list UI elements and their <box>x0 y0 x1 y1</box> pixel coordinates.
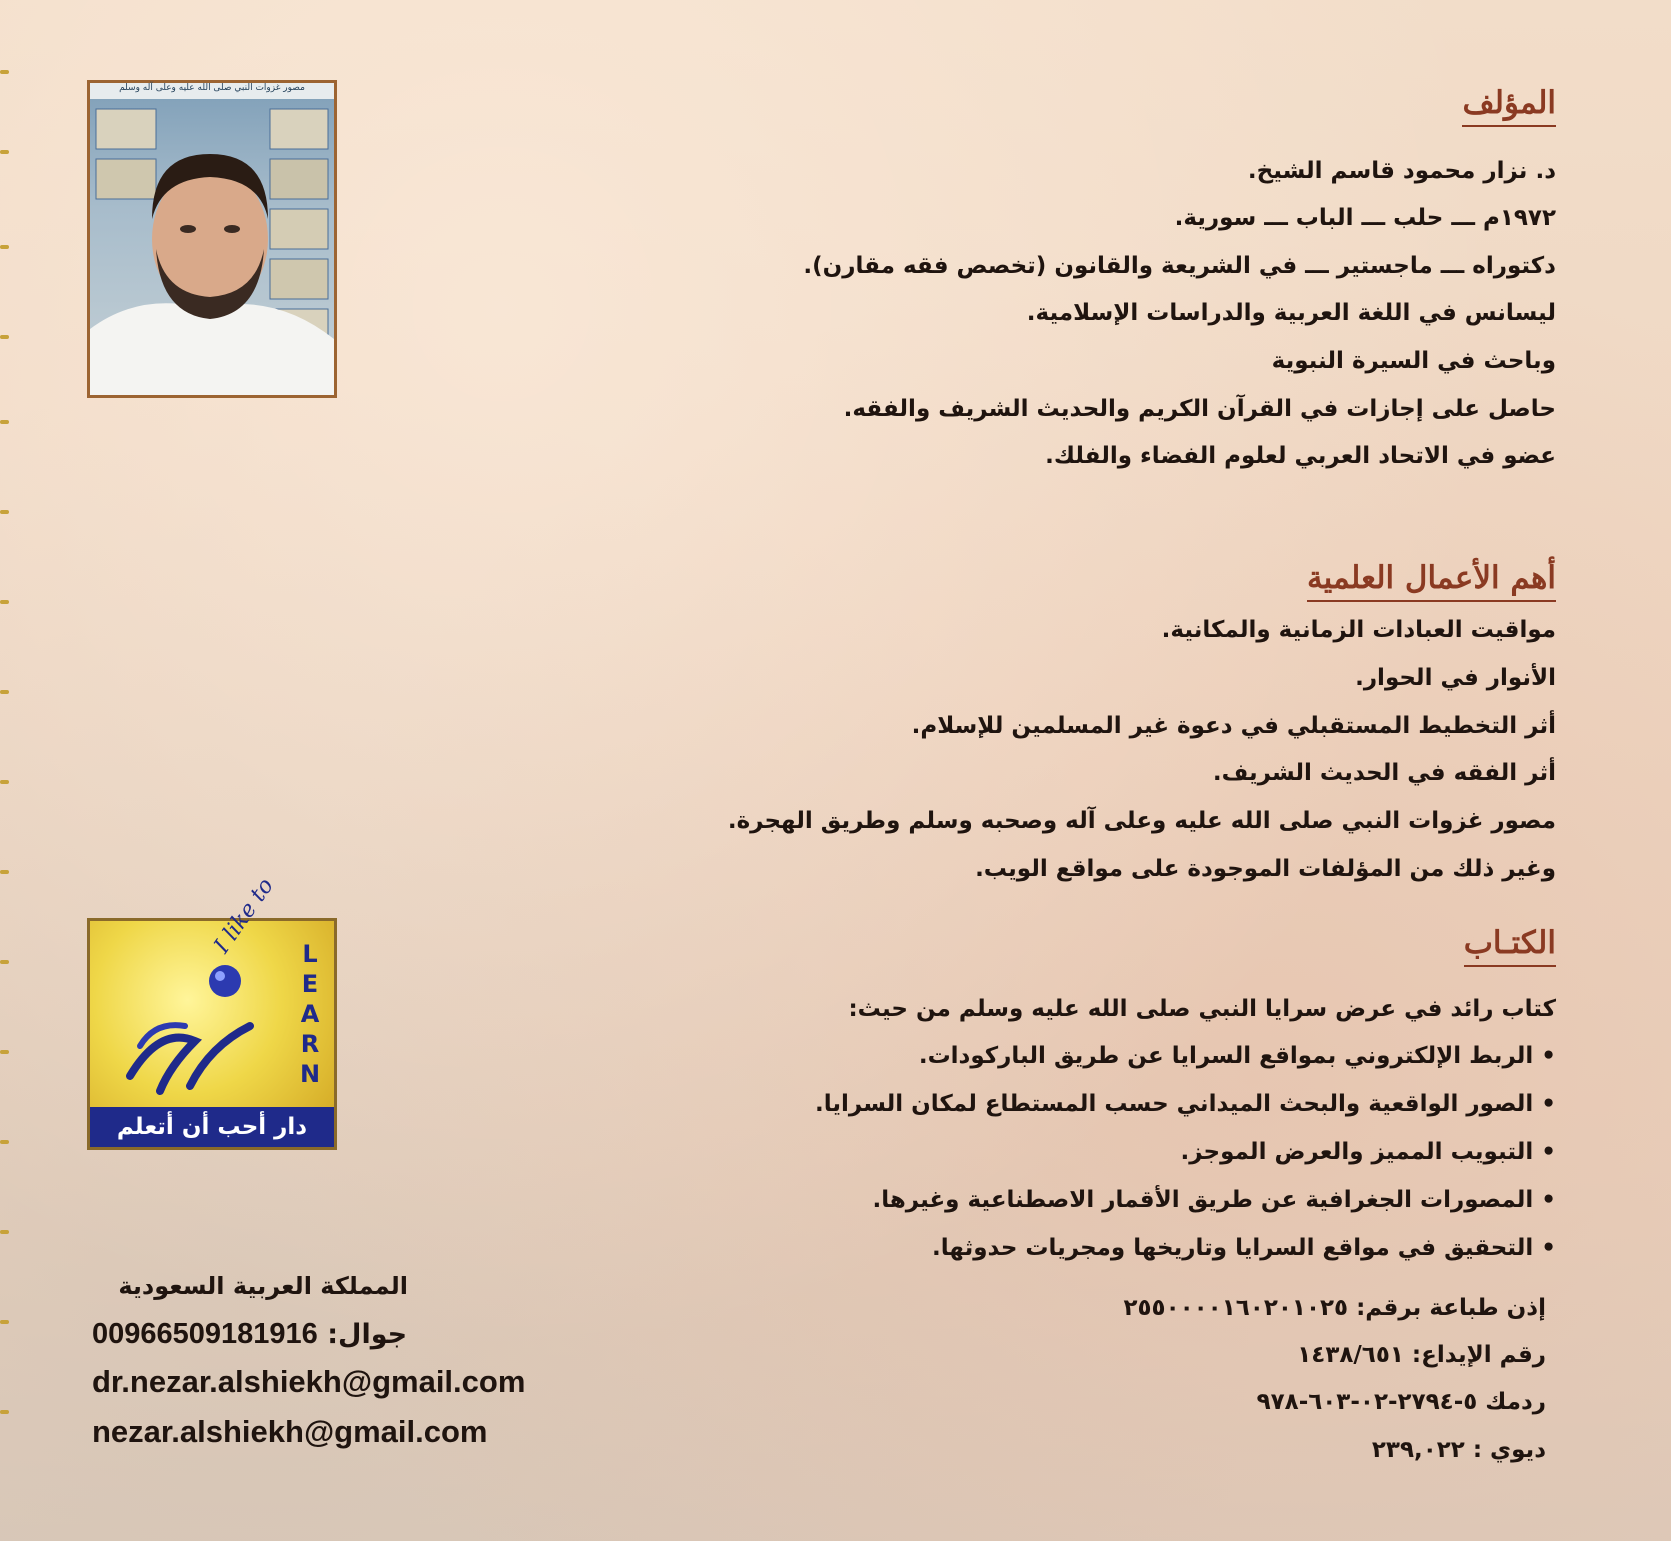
works-line: الأنوار في الحوار. <box>1355 665 1556 691</box>
contact-email-1: dr.nezar.alshiekh@gmail.com <box>92 1364 526 1399</box>
works-line: مواقيت العبادات الزمانية والمكانية. <box>1161 617 1556 643</box>
author-line: ليسانس في اللغة العربية والدراسات الإسلامية. <box>1026 300 1556 326</box>
logo-banner: دار أحب أن أتعلم <box>90 1107 334 1147</box>
author-line: ١٩٧٢م ـــ حلب ـــ الباب ـــ سورية. <box>1174 205 1556 231</box>
book-intro: كتاب رائد في عرض سرايا النبي صلى الله عليه وسلم من حيث: <box>848 996 1556 1022</box>
portrait-illustration <box>90 99 334 395</box>
works-heading: أهم الأعمال العلمية <box>1307 560 1556 602</box>
book-heading: الكتـاب <box>1464 925 1556 967</box>
deposit-number: رقم الإيداع: ١٤٣٨/٦٥١ <box>1297 1342 1546 1368</box>
book-bullet: • التحقيق في مواقع السرايا وتاريخها ومجريات حدوثها. <box>932 1235 1556 1261</box>
book-bullet: • الصور الواقعية والبحث الميداني حسب المستطاع لمكان السرايا. <box>815 1091 1556 1117</box>
book-bullet: • التبويب المميز والعرض الموجز. <box>1180 1139 1556 1165</box>
binding-edge <box>0 0 14 1541</box>
author-line: دكتوراه ـــ ماجستير ـــ في الشريعة والقانون (تخصص فقه مقارن). <box>803 253 1556 279</box>
mobile-number: 00966509181916 <box>92 1318 318 1350</box>
logo-letter: A <box>300 1000 320 1028</box>
works-line: مصور غزوات النبي صلى الله عليه وعلى آله وصحبه وسلم وطريق الهجرة. <box>727 808 1556 834</box>
logo-letter: E <box>301 970 319 998</box>
works-line: أثر الفقه في الحديث الشريف. <box>1212 760 1556 786</box>
isbn: ردمك ٥-٢٧٩٤-٠٢-٦٠٣-٩٧٨ <box>1256 1389 1546 1415</box>
logo-tagline: I like to <box>209 873 279 958</box>
author-line: د. نزار محمود قاسم الشيخ. <box>1247 158 1556 184</box>
book-bullet: • المصورات الجغرافية عن طريق الأقمار الاصطناعية وغيرها. <box>872 1187 1556 1213</box>
book-bullet: • الربط الإلكتروني بمواقع السرايا عن طريق الباركودات. <box>919 1043 1556 1069</box>
logo-letter: N <box>299 1060 321 1088</box>
contact-mobile-row <box>92 1318 407 1351</box>
author-line: وباحث في السيرة النبوية <box>1271 348 1556 374</box>
logo-letter: L <box>302 940 318 968</box>
mobile-label: جوال: <box>327 1319 408 1350</box>
contact-country: المملكة العربية السعودية <box>118 1272 408 1300</box>
author-heading: المؤلف <box>1462 85 1556 127</box>
dewey-number: ديوي : ٢٣٩,٠٢٢ <box>1371 1437 1546 1463</box>
publisher-logo-mark <box>100 926 300 1116</box>
author-line: حاصل على إجازات في القرآن الكريم والحديث الشريف والفقه. <box>843 396 1556 422</box>
contact-email-2: nezar.alshiekh@gmail.com <box>92 1414 488 1449</box>
publisher-logo <box>87 873 337 1150</box>
author-photo <box>87 80 337 398</box>
works-line: أثر التخطيط المستقبلي في دعوة غير المسلمين للإسلام. <box>911 713 1556 739</box>
author-line: عضو في الاتحاد العربي لعلوم الفضاء والفلك. <box>1045 443 1556 469</box>
logo-learn-text <box>298 939 322 1089</box>
works-line: وغير ذلك من المؤلفات الموجودة على مواقع الويب. <box>975 856 1556 882</box>
photo-caption: مصور غزوات النبي صلى الله عليه وعلى آله وسلم <box>90 83 334 99</box>
print-permit: إذن طباعة برقم: ٢٥٥٠٠٠٠١٦٠٢٠١٠٢٥ <box>1123 1295 1546 1321</box>
logo-letter: R <box>300 1030 320 1058</box>
